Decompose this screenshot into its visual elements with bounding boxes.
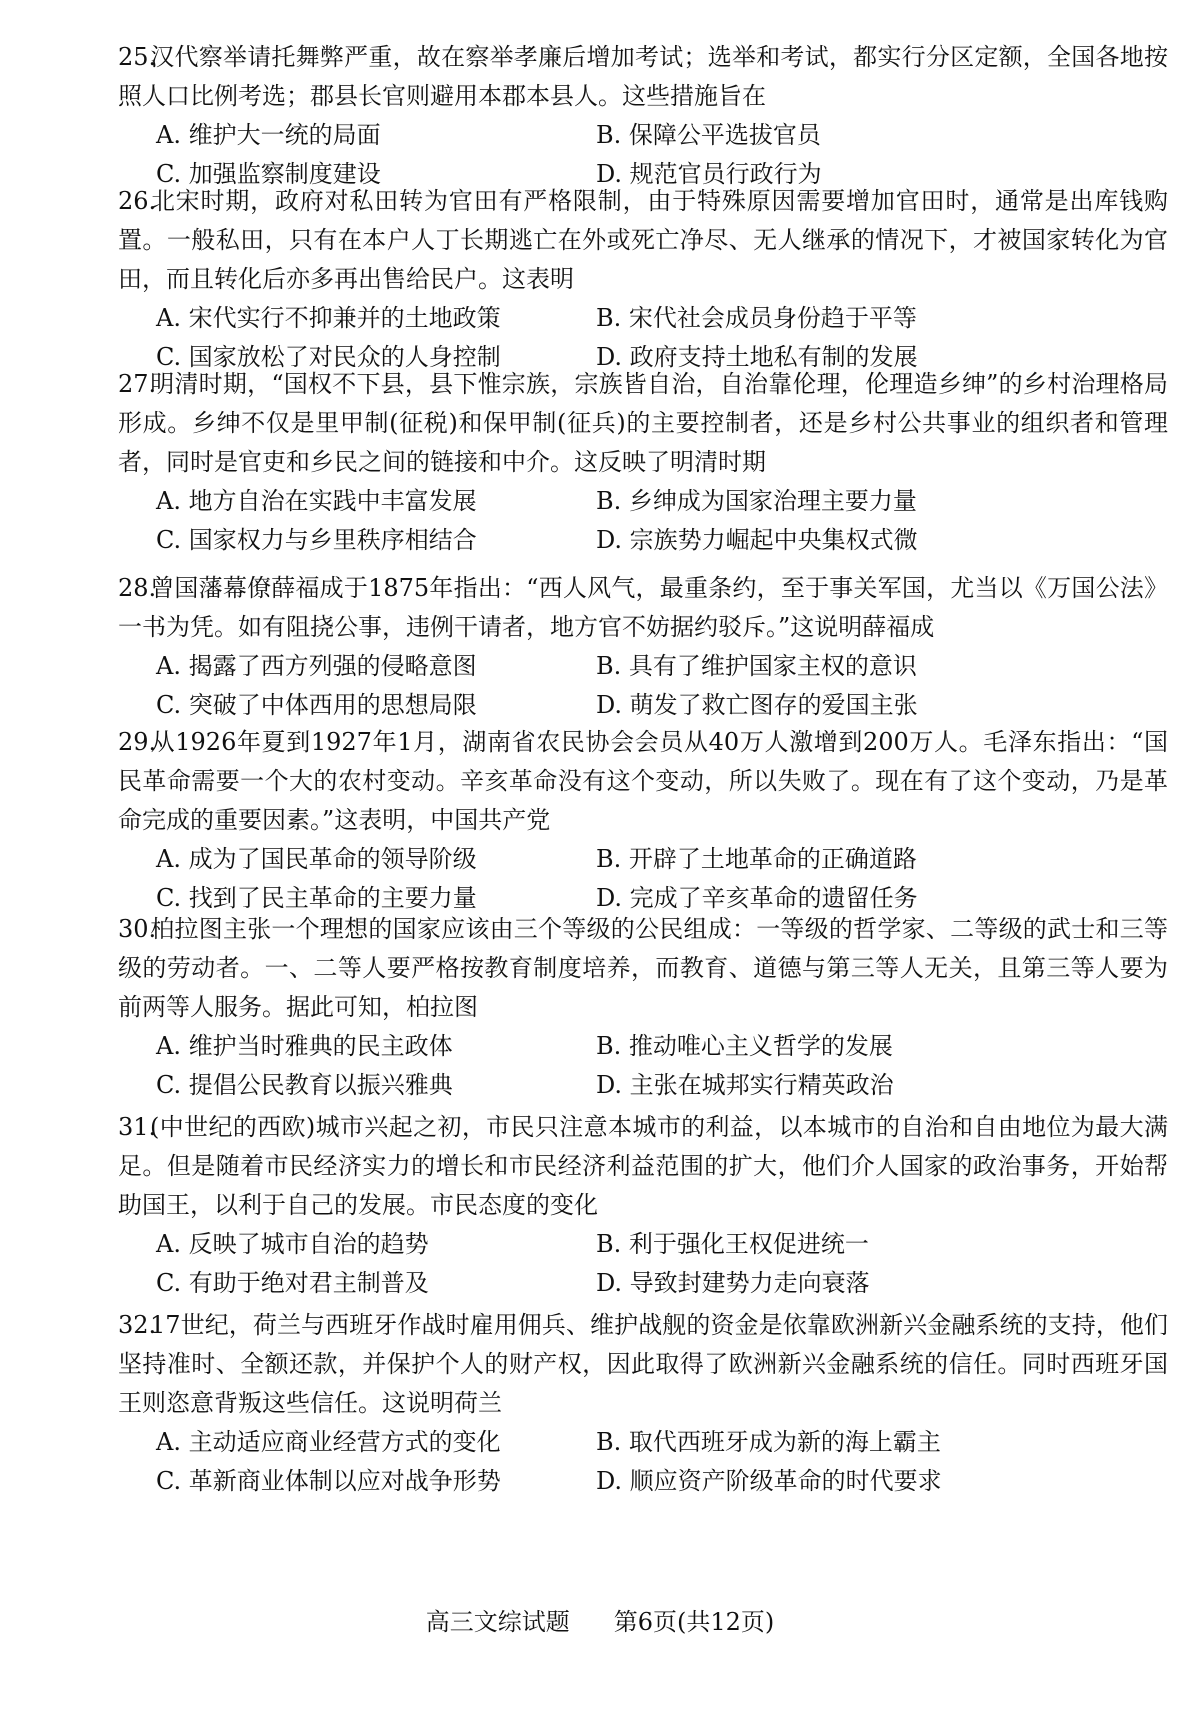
- question-number: 27.: [118, 370, 157, 398]
- question-stem: 柏拉图主张一个理想的国家应该由三个等级的公民组成：一等级的哲学家、二等级的武士和三等级的劳动者。一、二等人要严格按教育制度培养，而教育、道德与第三等人无关，且第三等人要为前两等人服务。据此可知，柏拉图: [118, 915, 1168, 1021]
- question-stem: 北宋时期，政府对私田转为官田有严格限制，由于特殊原因需要增加官田时，通常是出库钱购置。一般私田，只有在本户人丁长期逃亡在外或死亡净尽、无人继承的情况下，才被国家转化为官田，而且转化后亦多再出售给民户。这表明: [118, 187, 1168, 293]
- question-stem: 明清时期，“国权不下县，县下惟宗族，宗族皆自治，自治靠伦理，伦理造乡绅”的乡村治理格局形成。乡绅不仅是里甲制(征税)和保甲制(征兵)的主要控制者，还是乡村公共事业的组织者和管理者，同时是官吏和乡民之间的链接和中介。这反映了明清时期: [118, 370, 1168, 476]
- option-a: A. 揭露了西方列强的侵略意图: [156, 652, 477, 680]
- option-d: D. 规范官员行政行为: [596, 160, 822, 188]
- option-d: D. 政府支持土地私有制的发展: [596, 343, 918, 371]
- option-c: C. 提倡公民教育以振兴雅典: [156, 1071, 453, 1099]
- option-a: A. 成为了国民革命的领导阶级: [156, 845, 477, 873]
- option-b: B. 乡绅成为国家治理主要力量: [596, 487, 917, 515]
- question-stem: 从1926年夏到1927年1月，湖南省农民协会会员从40万人激增到200万人。毛泽东指出：“国民革命需要一个大的农村变动。辛亥革命没有这个变动，所以失败了。现在有了这个变动，乃是革命完成的重要因素。”这表明，中国共产党: [118, 728, 1168, 834]
- question-26: [118, 182, 1168, 377]
- option-a: A. 地方自治在实践中丰富发展: [156, 487, 477, 515]
- options: [118, 482, 1168, 560]
- exam-subject: 高三文综试题: [425, 1608, 570, 1636]
- option-b: B. 开辟了土地革命的正确道路: [596, 845, 917, 873]
- option-d: D. 导致封建势力走向衰落: [596, 1269, 870, 1297]
- question-stem: 曾国藩幕僚薛福成于1875年指出：“西人风气，最重条约，至于事关军国，尤当以《万国公法》一书为凭。如有阻挠公事，违例干请者，地方官不妨据约驳斥。”这说明薛福成: [118, 574, 1168, 641]
- option-b: B. 宋代社会成员身份趋于平等: [596, 304, 917, 332]
- question-29: [118, 723, 1168, 918]
- question-25: [118, 38, 1168, 194]
- question-number: 30.: [118, 915, 157, 943]
- option-b: B. 推动唯心主义哲学的发展: [596, 1032, 893, 1060]
- option-d: D. 顺应资产阶级革命的时代要求: [596, 1467, 942, 1495]
- option-b: B. 保障公平选拔官员: [596, 121, 821, 149]
- question-number: 29.: [118, 728, 157, 756]
- question-30: [118, 910, 1168, 1105]
- option-c: C. 有助于绝对君主制普及: [156, 1269, 429, 1297]
- option-c: C. 国家权力与乡里秩序相结合: [156, 526, 477, 554]
- option-c: C. 突破了中体西用的思想局限: [156, 691, 477, 719]
- question-number: 28.: [118, 574, 157, 602]
- page-number: 第6页(共12页): [613, 1608, 775, 1636]
- option-d: D. 完成了辛亥革命的遗留任务: [596, 884, 918, 912]
- option-c: C. 国家放松了对民众的人身控制: [156, 343, 501, 371]
- option-a: A. 维护大一统的局面: [156, 121, 381, 149]
- options: [118, 647, 1168, 725]
- option-d: D. 主张在城邦实行精英政治: [596, 1071, 894, 1099]
- question-number: 25.: [118, 43, 157, 71]
- option-d: D. 萌发了救亡图存的爱国主张: [596, 691, 918, 719]
- option-a: A. 维护当时雅典的民主政体: [156, 1032, 453, 1060]
- option-c: C. 加强监察制度建设: [156, 160, 381, 188]
- option-a: A. 反映了城市自治的趋势: [156, 1230, 429, 1258]
- options: [118, 1027, 1168, 1105]
- option-a: A. 主动适应商业经营方式的变化: [156, 1428, 501, 1456]
- question-number: 26.: [118, 187, 157, 215]
- option-b: B. 利于强化王权促进统一: [596, 1230, 869, 1258]
- question-stem: (中世纪的西欧)城市兴起之初，市民只注意本城市的利益，以本城市的自治和自由地位为最大满足。但是随着市民经济实力的增长和市民经济利益范围的扩大，他们介人国家的政治事务，开始帮助国王，以利于自己的发展。市民态度的变化: [118, 1113, 1168, 1219]
- question-stem: 汉代察举请托舞弊严重，故在察举孝廉后增加考试；选举和考试，都实行分区定额，全国各地按照人口比例考选；郡县长官则避用本郡本县人。这些措施旨在: [118, 43, 1168, 110]
- question-number: 31.: [118, 1113, 157, 1141]
- question-31: [118, 1108, 1168, 1303]
- question-number: 32.: [118, 1311, 157, 1339]
- options: [118, 840, 1168, 918]
- option-d: D. 宗族势力崛起中央集权式微: [596, 526, 918, 554]
- option-a: A. 宋代实行不抑兼并的土地政策: [156, 304, 501, 332]
- options: [118, 1225, 1168, 1303]
- options: [118, 1423, 1168, 1501]
- page-footer: [0, 1607, 1200, 1637]
- option-c: C. 革新商业体制以应对战争形势: [156, 1467, 501, 1495]
- question-28: [118, 569, 1168, 725]
- question-stem: 17世纪，荷兰与西班牙作战时雇用佣兵、维护战舰的资金是依靠欧洲新兴金融系统的支持，他们坚持准时、全额还款，并保护个人的财产权，因此取得了欧洲新兴金融系统的信任。同时西班牙国王则恣意背叛这些信任。这说明荷兰: [118, 1311, 1168, 1417]
- option-b: B. 取代西班牙成为新的海上霸主: [596, 1428, 941, 1456]
- option-b: B. 具有了维护国家主权的意识: [596, 652, 917, 680]
- question-32: [118, 1306, 1168, 1501]
- option-c: C. 找到了民主革命的主要力量: [156, 884, 477, 912]
- question-27: [118, 365, 1168, 560]
